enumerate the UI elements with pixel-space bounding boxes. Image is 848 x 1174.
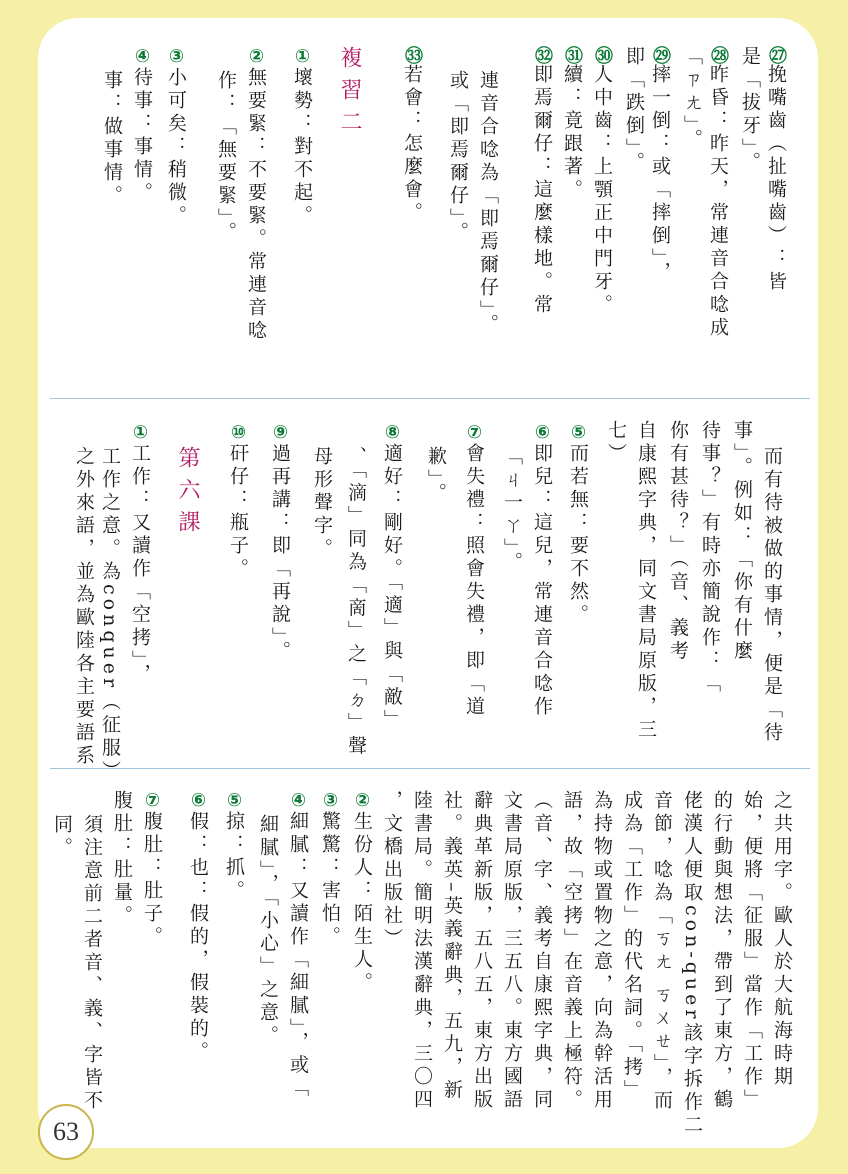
note-32: ㉜即焉爾仔：這麼樣地。常 [531,46,553,317]
lesson-heading: 第六課 [175,446,200,542]
bot-line-13: 陸書局。簡明法漢辭典，三〇四 [411,790,433,1112]
mid-line-1: 而有待被做的事情，便是「待 [761,446,783,745]
bot-line-5: 音節，唸為「ㄎㄤ ㄎㄨㄝ」，而 [651,790,673,1113]
bot-line-14: ，文橋出版社） [381,790,403,951]
lesson-note-1-cont2: 之外來語，並為歐陸各主要語系 [73,446,95,768]
mid-note-5: ⑤而若無：要不然。 [567,422,589,627]
bot-note-4-cont: 細膩」，「小心」之意。 [257,814,279,1048]
mid-line-5: 自康熙字典，同文書局原版，三 [635,420,657,742]
note-29-cont: 即「跌倒」。 [623,46,645,175]
note-32-cont: 連音合唸為「即焉爾仔」。 [477,70,499,337]
mid-note-10: ⑩矸仔：瓶子。 [227,422,249,581]
bot-note-4: ④細膩：又讀作「細膩」，或「 [287,790,309,1101]
bot-note-2: ②生份人：陌生人。 [351,790,373,995]
note-30: ㉚人中齒：上顎正中門牙。 [591,46,613,317]
mid-line-2: 事」。例如：「你有什麼 [731,420,753,664]
section-divider-top [50,398,810,399]
bot-note-7-cont: 須注意前二者音、義、字皆不 [81,814,103,1113]
bot-line-4: 佬漢人便取con-quer該字拆作二 [681,790,703,1138]
review-note-2: ②無要緊：不要緊。常連音唸 [245,46,267,343]
note-33: ㉝若會：怎麼會。 [401,46,423,225]
bot-note-7-cont2: 同。 [51,814,73,860]
note-28-cont: 「ㄗㄤ」。 [681,46,703,152]
mid-line-3: 待事？」有時亦簡說作：「 [699,420,721,696]
bot-note-3: ③驚驚：害怕。 [319,790,341,949]
bot-line-7: 為持物或置物之意，向為幹活用 [591,790,613,1112]
bot-line-6: 成為「工作」的代名詞。「拷」 [621,790,643,1103]
note-27: ㉗挽嘴齒（扯嘴齒）：皆 [765,46,787,294]
review-note-3: ③小可矣：稍微。 [165,46,187,228]
bot-note-6: ⑥假：也：假的，假裝的。 [187,790,209,1064]
mid-note-8: ⑧適好：剛好。「適」與「敵」 [381,422,403,733]
bot-note-7: ⑦腹肚：肚子。 [141,790,163,949]
page-number: 63 [38,1104,94,1160]
note-32-cont2: 或「即焉爾仔」。 [447,70,469,245]
bot-line-10: 文書局原版，三五八。東方國語 [501,790,523,1112]
bot-note-7-alt: 腹肚：肚量。 [111,790,133,928]
review-note-1: ①壞勢：對不起。 [291,46,313,228]
review-heading: 複習二 [337,46,362,142]
bot-line-3: 的行動與想法，帶到了東方，鶴 [711,790,733,1112]
review-note-2-cont: 作：「無要緊」。 [215,70,237,245]
bot-line-2: 始，便將「征服」當作「工作」 [741,790,763,1112]
mid-note-9: ⑨過再講：即「再說」。 [269,422,291,664]
mid-note-8-cont2: 母形聲字。 [311,446,333,561]
bot-line-9: （音、字、義考自康熙字典，同 [531,790,553,1112]
lesson-note-1-cont: 工作之意。為conquer（征服） [99,446,121,784]
mid-note-6: ⑥即兒：這兒，常連音合唸作 [531,422,553,719]
mid-line-4: 你有甚待？」（音、義考 [667,420,689,664]
note-29: ㉙摔一倒：或「摔倒」， [649,46,671,285]
note-28: ㉘昨昏：昨天，常連音合唸成 [707,46,729,340]
bot-line-11: 辭典革新版，五八五，東方出版 [471,790,493,1112]
mid-note-7: ⑦會失禮：照會失禮，即「道 [463,422,485,719]
mid-note-6-cont: 「ㄐ一ㄚ」。 [501,446,523,575]
review-note-4-cont: 事：做事情。 [101,70,123,208]
lesson-note-1: ①工作：又讀作「空拷」， [129,422,151,687]
note-27-cont: 是「拔牙」。 [739,46,761,175]
review-note-4: ④待事：事情。 [131,46,153,205]
mid-line-6: 七） [605,420,627,466]
bot-line-12: 社。義英–英義辭典，五九，新 [441,790,463,1103]
bot-line-1: 之共用字。歐人於大航海時期 [771,790,793,1089]
note-31: ㉛續：竟跟著。 [561,46,583,202]
mid-note-8-cont: 、「滴」同為「啇」之「ㄉ」聲 [345,446,367,759]
mid-note-7-cont: 歉」。 [425,446,447,506]
bot-line-8: 語，故「空拷」在音義上極符。 [561,790,583,1112]
section-divider-bottom [50,768,810,769]
bot-note-5: ⑤掠：抓。 [223,790,245,903]
